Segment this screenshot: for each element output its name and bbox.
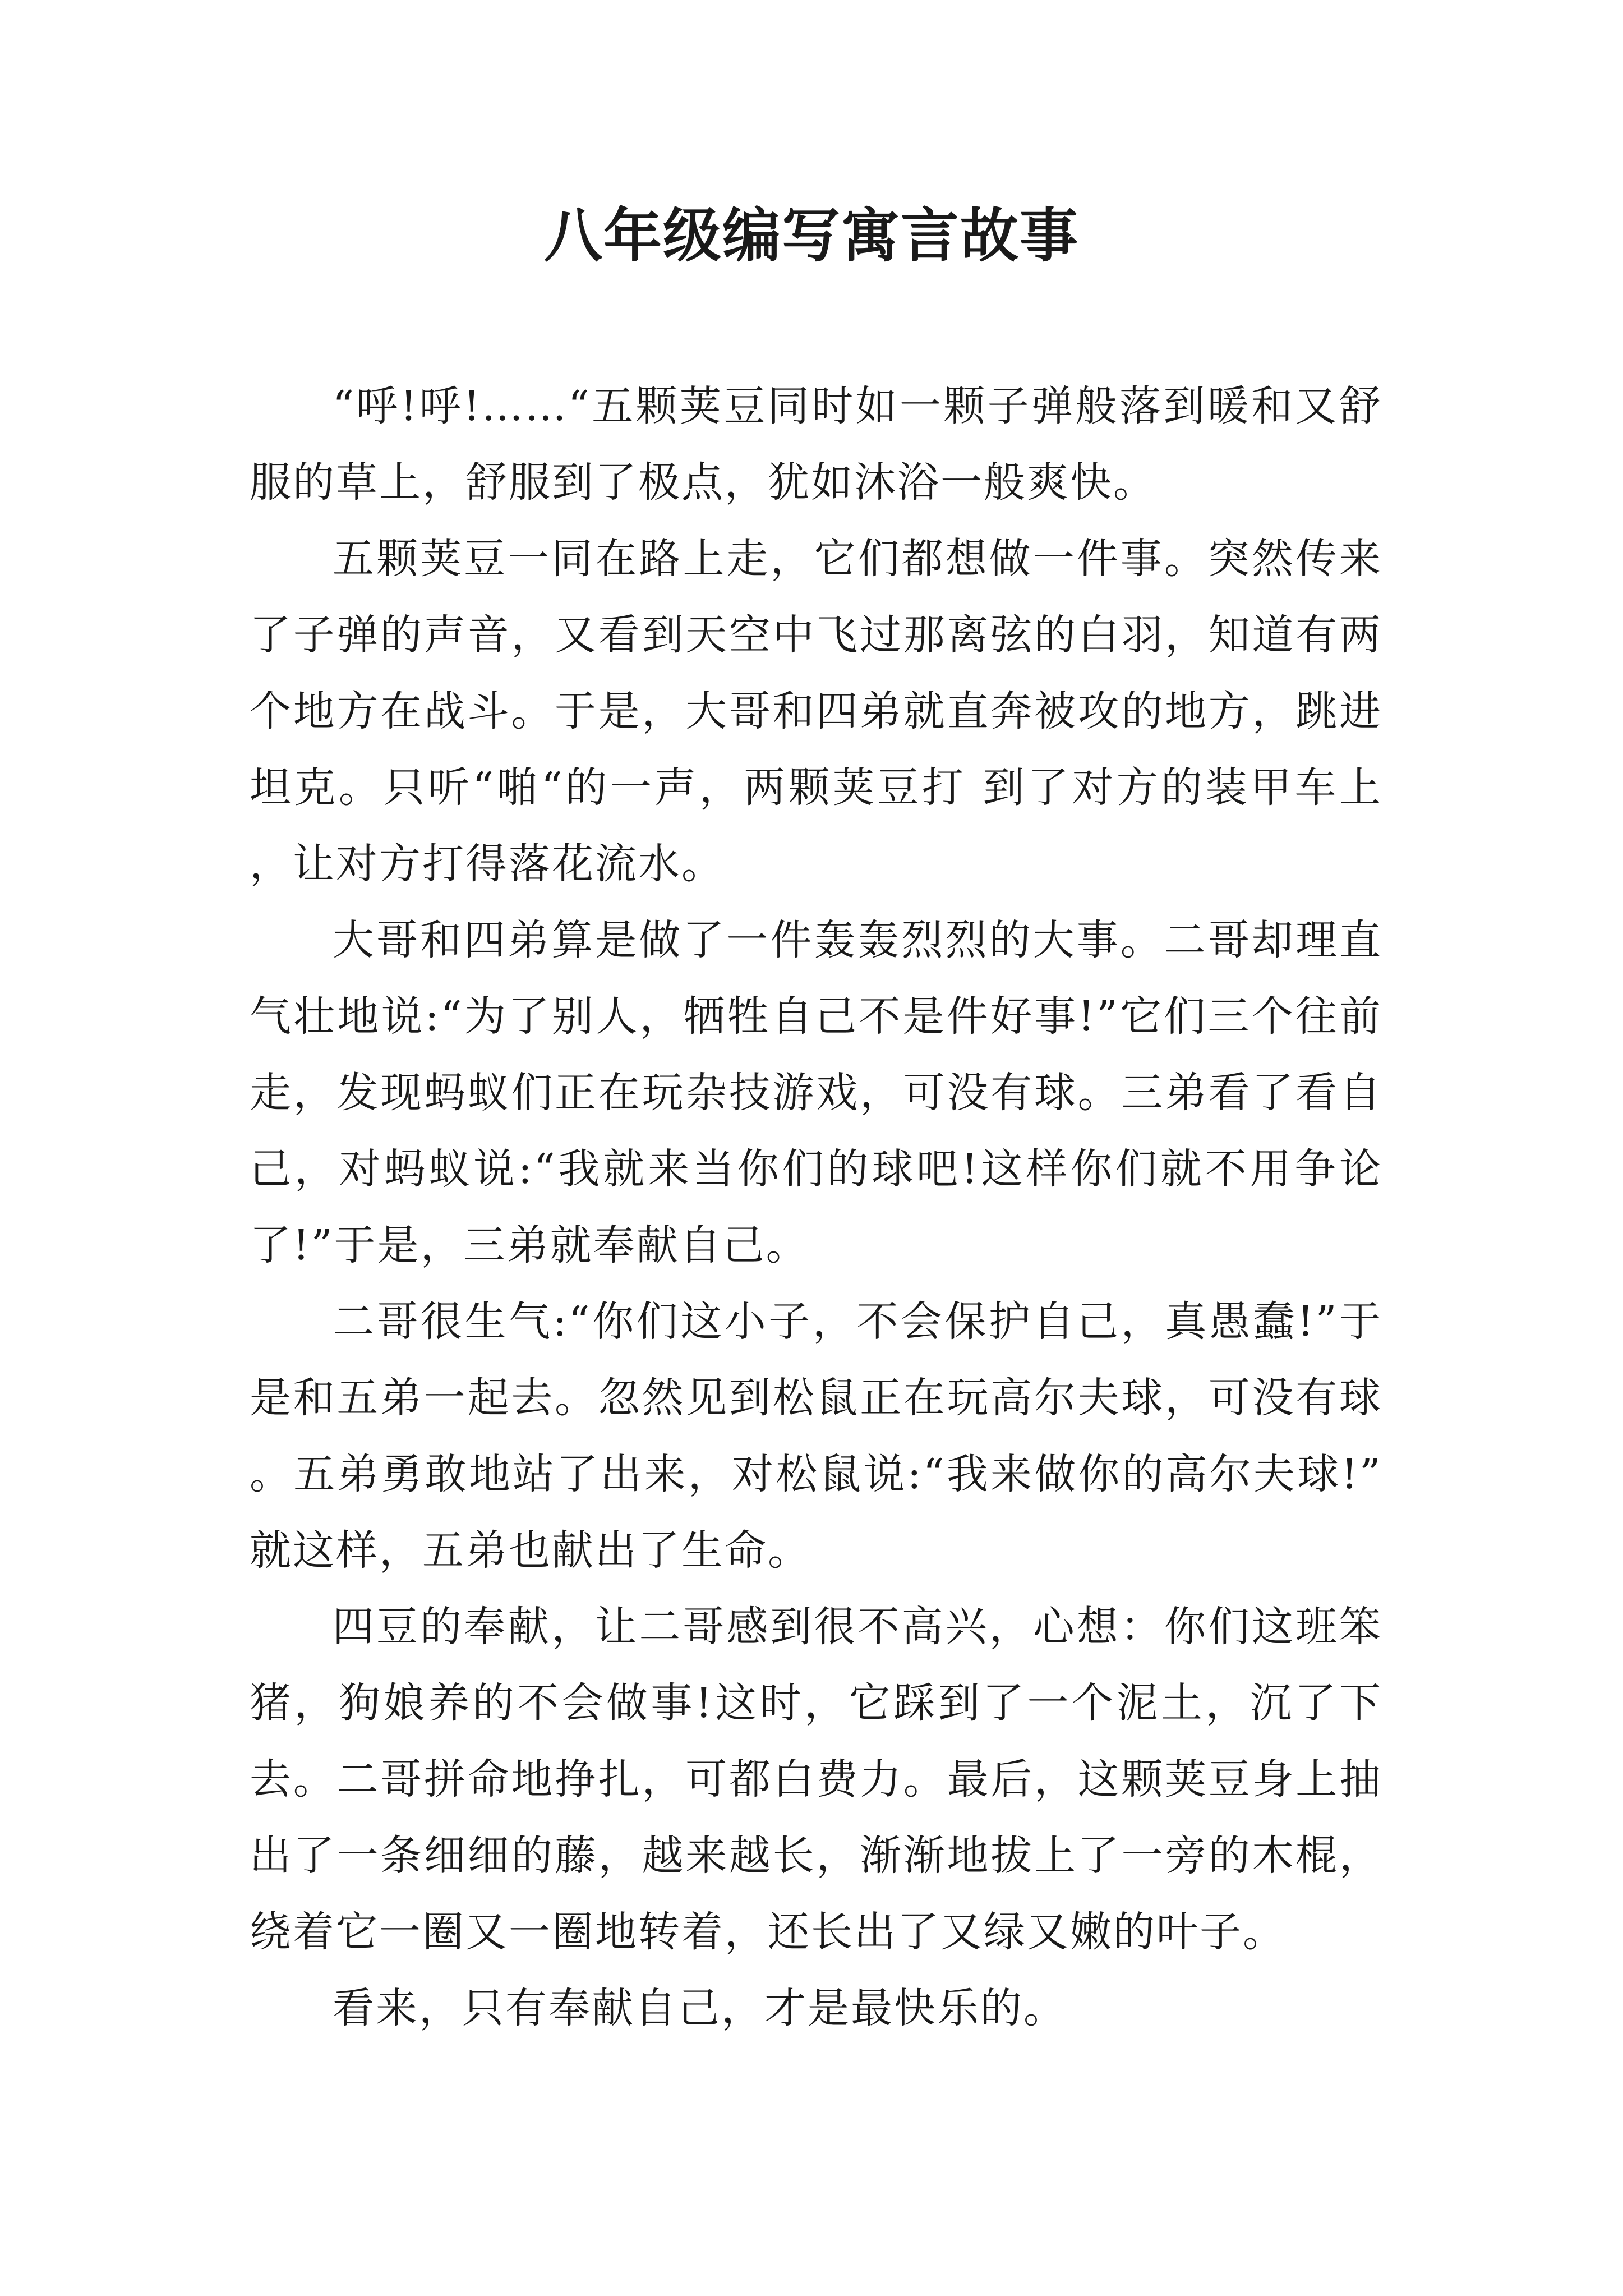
paragraph: “呼!呼!……“五颗荚豆同时如一颗子弹般落到暖和又舒服的草上，舒服到了极点，犹如沐浴一般爽快。 <box>250 382 1382 507</box>
document-title: 八年级编写寓言故事 <box>543 201 1079 270</box>
paragraph: 五颗荚豆一同在路上走，它们都想做一件事。突然传来了子弹的声音，又看到天空中飞过那离弦的白羽，知道有两个地方在战斗。于是，大哥和四弟就直奔被攻的地方，跳进坦克。只听“啪“的一声，两颗荚豆打 到了对方的装甲车上，让对方打得落花流水。 <box>250 535 1382 888</box>
paragraph: 看来，只有奉献自己，才是最快乐的。 <box>333 1984 1067 2032</box>
paragraph: 四豆的奉献，让二哥感到很不高兴，心想：你们这班笨猪，狗娘养的不会做事!这时，它踩到了一个泥土，沉了下去。二哥拼命地挣扎，可都白费力。最后，这颗荚豆身上抽出了一条细细的藤，越来越长，渐渐地拔上了一旁的木棍，绕着它一圈又一圈地转着，还长出了又绿又嫩的叶子。 <box>250 1603 1382 1956</box>
paragraph: 大哥和四弟算是做了一件轰轰烈烈的大事。二哥却理直气壮地说:“为了别人，牺牲自己不是件好事!”它们三个往前走，发现蚂蚁们正在玩杂技游戏，可没有球。三弟看了看自己，对蚂蚁说:“我就来当你们的球吧!这样你们就不用争论了!”于是，三弟就奉献自己。 <box>250 916 1382 1269</box>
paragraph: 二哥很生气:“你们这小子，不会保护自己，真愚蠢!”于是和五弟一起去。忽然见到松鼠正在玩高尔夫球，可没有球。五弟勇敢地站了出来，对松鼠说:“我来做你的高尔夫球!”就这样，五弟也献出了生命。 <box>250 1297 1382 1575</box>
document-body <box>250 368 1382 2046</box>
